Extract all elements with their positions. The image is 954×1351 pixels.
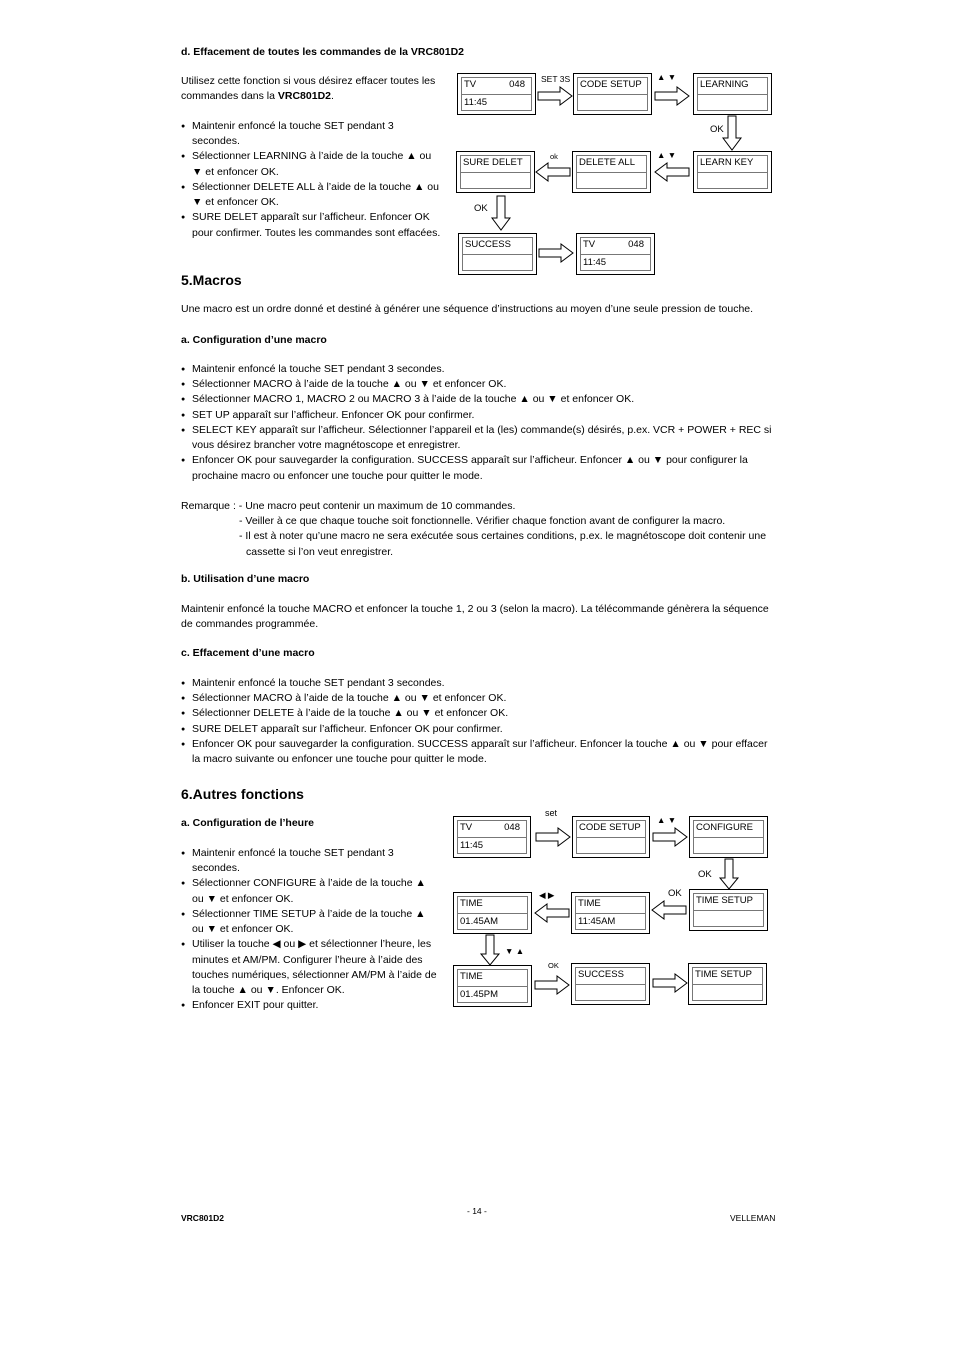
lcd-box-success: SUCCESS: [571, 963, 650, 1005]
section-6-heading: 6.Autres fonctions: [181, 786, 304, 802]
list-item: ● Utiliser la touche ◀ ou ▶ et sélectionner l’heure, les minutes et AM/PM. Configurer l’heure à l’aide des touches numériques, sélectionner AM/PM à l’aide de la touche ▲ ou ▼. Enfoncer OK.: [181, 937, 437, 998]
arrow-right-icon: [538, 243, 574, 263]
arrow-right-icon: [534, 975, 570, 995]
label-ok: OK: [668, 888, 682, 899]
lcd-box-time-0145pm: TIME 01.45PM: [453, 965, 532, 1007]
label-set-3s: SET 3S: [541, 74, 571, 84]
lcd-box-tv: TV 048 11:45: [453, 816, 531, 858]
list-item: ● Maintenir enfoncé la touche SET pendant 3 secondes.: [181, 119, 443, 149]
lcd-box-sure-delet: SURE DELET: [456, 151, 535, 193]
footer-model: VRC801D2: [181, 1213, 224, 1223]
list-item: ● Sélectionner MACRO 1, MACRO 2 ou MACRO 3 à l’aide de la touche ▲ ou ▼ et enfoncer OK.: [181, 392, 773, 407]
lcd-box-tv-end: TV 048 11:45: [576, 233, 655, 275]
list-item: ● Sélectionner MACRO à l’aide de la touche ▲ ou ▼ et enfoncer OK.: [181, 377, 773, 392]
list-item: ● Maintenir enfoncé la touche SET pendant 3 secondes.: [181, 846, 437, 876]
lcd-box-code-setup: CODE SETUP: [573, 73, 652, 115]
label-up-down: ▲ ▼: [657, 150, 677, 160]
list-item: ● Sélectionner LEARNING à l’aide de la touche ▲ ou ▼ et enfoncer OK.: [181, 149, 443, 179]
remark-item: - Veiller à ce que chaque touche soit fonctionnelle. Vérifier chaque fonction avant de configurer la macro.: [239, 515, 726, 528]
lcd-box-time-0145am: TIME 01.45AM: [453, 892, 532, 934]
footer-page-number: - 14 -: [467, 1206, 487, 1216]
label-ok: OK: [548, 961, 559, 970]
lcd-box-delete-all: DELETE ALL: [572, 151, 651, 193]
section-5b-text: Maintenir enfoncé la touche MACRO et enfoncer la touche 1, 2 ou 3 (selon la macro). La télécommande génèrera la séquence de commandes programmée.: [181, 603, 769, 631]
section-5-intro: Une macro est un ordre donné et destiné à générer une séquence d’instructions au moyen d’une seule pression de touche.: [181, 303, 754, 315]
label-ok: ok: [550, 152, 558, 161]
arrow-down-icon: [719, 858, 739, 890]
label-down-up: ▼ ▲: [505, 946, 525, 956]
section-5c-bullets: [181, 676, 773, 767]
arrow-down-icon: [722, 115, 742, 151]
label-left-right: ◀ ▶: [539, 890, 555, 900]
arrow-right-icon: [537, 86, 573, 106]
list-item: ● Maintenir enfoncé la touche SET pendant 3 secondes.: [181, 362, 773, 377]
lcd-box-time-setup-end: TIME SETUP: [688, 963, 767, 1005]
arrow-right-icon: [535, 827, 571, 847]
section-5c-heading: c. Effacement d’une macro: [181, 647, 315, 659]
remark-label: Remarque :: [181, 500, 239, 512]
list-item: ● Sélectionner MACRO à l’aide de la touche ▲ ou ▼ et enfoncer OK.: [181, 691, 773, 706]
lcd-box-success: SUCCESS: [458, 233, 537, 275]
section-d-intro: Utilisez cette fonction si vous désirez effacer toutes les commandes dans la VRC801D2.: [181, 75, 436, 103]
remark-item: - Une macro peut contenir un maximum de 10 commandes.: [238, 500, 516, 512]
list-item: ● Sélectionner DELETE à l’aide de la touche ▲ ou ▼ et enfoncer OK.: [181, 706, 773, 721]
list-item: ● SURE DELET apparaît sur l’afficheur. Enfoncer OK pour confirmer.: [181, 722, 773, 737]
lcd-box-time-1145am: TIME 11:45AM: [571, 892, 650, 934]
arrow-left-icon: [651, 900, 687, 920]
list-item: ● Enfoncer OK pour sauvegarder la configuration. SUCCESS apparaît sur l’afficheur. Enfoncer ▲ ou ▼ pour configurer la prochaine macro ou enfoncer une touche pour quitter le mode.: [181, 453, 773, 483]
lcd-box-configure: CONFIGURE: [689, 816, 768, 858]
arrow-right-icon: [652, 973, 688, 993]
section-5b-heading: b. Utilisation d’une macro: [181, 573, 310, 585]
arrow-down-icon: [480, 934, 500, 966]
list-item: ● SET UP apparaît sur l’afficheur. Enfoncer OK pour confirmer.: [181, 408, 773, 423]
arrow-right-icon: [652, 827, 688, 847]
lcd-box-learn-key: LEARN KEY: [693, 151, 772, 193]
arrow-right-icon: [654, 86, 690, 106]
label-ok: OK: [710, 124, 724, 135]
arrow-down-icon: [491, 195, 511, 231]
section-d-heading: d. Effacement de toutes les commandes de la VRC801D2: [181, 46, 465, 58]
list-item: ● Enfoncer OK pour sauvegarder la configuration. SUCCESS apparaît sur l’afficheur. Enfoncer la touche ▲ ou ▼ pour effacer la macro suivante ou enfoncer une touche pour quitter le mode.: [181, 737, 773, 767]
footer-brand: VELLEMAN: [730, 1213, 776, 1223]
list-item: ● Enfoncer EXIT pour quitter.: [181, 998, 437, 1013]
lcd-box-code-setup: CODE SETUP: [572, 816, 650, 858]
label-up-down: ▲ ▼: [657, 815, 677, 825]
section-6a-bullets: [181, 846, 437, 1013]
arrow-left-icon: [654, 162, 690, 182]
section-5-remarks: [181, 499, 781, 560]
section-6a-heading: a. Configuration de l’heure: [181, 817, 315, 829]
list-item: ● Sélectionner TIME SETUP à l’aide de la touche ▲ ou ▼ et enfoncer OK.: [181, 907, 437, 937]
list-item: ● Sélectionner CONFIGURE à l’aide de la touche ▲ ou ▼ et enfoncer OK.: [181, 876, 437, 906]
list-item: ● SELECT KEY apparaît sur l’afficheur. Sélectionner l’appareil et la (les) commande(s) désirés, p.ex. VCR + POWER + REC si vous désirez brancher votre magnétoscope et enregistrer.: [181, 423, 773, 453]
label-ok: OK: [474, 203, 488, 214]
label-up-down: ▲ ▼: [657, 72, 677, 82]
list-item: ● Sélectionner DELETE ALL à l’aide de la touche ▲ ou ▼ et enfoncer OK.: [181, 180, 443, 210]
remark-item: - Il est à noter qu’une macro ne sera exécutée sous certaines conditions, p.ex. le magnétoscope doit contenir une: [239, 530, 767, 543]
lcd-box-tv: TV 048 11:45: [457, 73, 536, 115]
section-5a-bullets: [181, 362, 773, 484]
section-d-bullets: [181, 119, 443, 241]
remark-item: cassette si l’on veut enregistrer.: [246, 545, 394, 558]
lcd-box-time-setup: TIME SETUP: [689, 889, 768, 931]
list-item: ● Maintenir enfoncé la touche SET pendant 3 secondes.: [181, 676, 773, 691]
lcd-box-learning: LEARNING: [693, 73, 772, 115]
section-5a-heading: a. Configuration d’une macro: [181, 334, 327, 346]
arrow-left-icon: [535, 162, 571, 182]
section-5-heading: 5.Macros: [181, 272, 242, 288]
list-item: ● SURE DELET apparaît sur l’afficheur. Enfoncer OK pour confirmer. Toutes les commandes sont effacées.: [181, 210, 443, 240]
arrow-left-icon: [534, 903, 570, 923]
label-ok: OK: [698, 869, 712, 880]
label-set: set: [545, 808, 558, 818]
